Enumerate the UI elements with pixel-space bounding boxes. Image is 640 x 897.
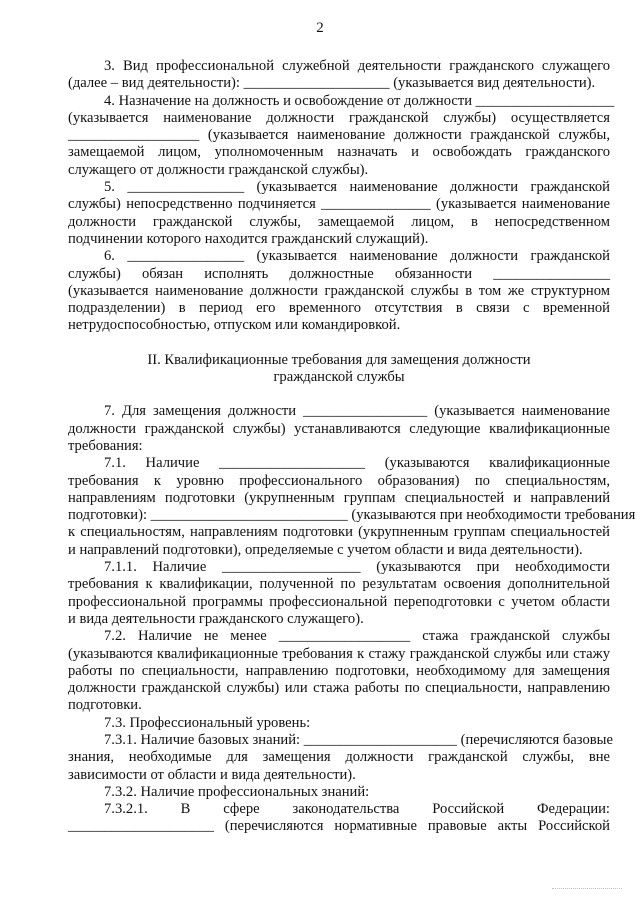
text-line: 7.1.1. Наличие ___________________ (указываются при необходимости	[104, 559, 610, 576]
text-line: 7.2. Наличие не менее __________________ стажа гражданской службы	[104, 628, 610, 645]
text-line: требования:	[68, 437, 143, 454]
page-number: 2	[316, 20, 324, 36]
text-line: 3. Вид профессиональной служебной деятельности гражданского служащего	[104, 58, 610, 74]
text-line: должности гражданской службы) или стажа работы по специальности, направлению	[68, 680, 610, 697]
text-line: подготовки): ___________________________ (указываются при необходимости требования	[68, 507, 636, 524]
text-line: требования к уровню профессионального образования) по специальностям,	[68, 472, 610, 489]
spacer	[68, 335, 610, 352]
text-line: подразделении) в период его временного отсутствия в связи с временной	[68, 300, 610, 317]
text-line: замещаемой лицом, уполномоченным назначать и освобождать гражданского	[68, 144, 610, 161]
text-line: 4. Назначение на должность и освобождение от должности ___________________	[104, 92, 615, 109]
text-line: (указывается наименование должности гражданской службы в том же структурном	[68, 282, 610, 299]
text-line: знания, необходимые для замещения должности гражданской службы, вне	[68, 749, 610, 766]
text-line: 5. ________________ (указывается наименование должности гражданской	[104, 179, 610, 196]
text-line: 7. Для замещения должности _________________ (указывается наименование	[104, 403, 610, 420]
text-line: 6. ________________ (указывается наименование должности гражданской	[104, 248, 610, 265]
text-line: службы) непосредственно подчиняется _______________ (указывается наименование	[68, 196, 610, 213]
text-line: 7.1. Наличие ____________________ (указываются квалификационные	[104, 455, 610, 472]
text-line: 7.3.2.1. В сфере законодательства Российской Федерации:	[104, 801, 610, 818]
text-line: подчинении которого находится гражданский служащий).	[68, 230, 429, 247]
text-line: служащего от должности гражданской службы).	[68, 161, 369, 178]
text-line: к специальностям, направлениям подготовки (укрупненным группам специальностей	[68, 524, 610, 541]
text-line: службы) обязан исполнять должностные обязанности ________________	[68, 265, 610, 282]
text-line: нетрудоспособностью, отпуском или командировкой.	[68, 317, 401, 334]
text-line: подготовки.	[68, 697, 142, 714]
document-body	[68, 58, 636, 836]
text-line: профессиональной программы профессиональной переподготовки с учетом области	[68, 593, 610, 610]
text-line: (указывается наименование должности гражданской службы) осуществляется	[68, 109, 610, 126]
scan-artifact	[552, 882, 622, 889]
text-line: направлениям подготовки (укрупненным группам специальностей и направлений	[68, 489, 610, 506]
text-line: 7.3. Профессиональный уровень:	[104, 714, 311, 731]
text-line: и вида деятельности гражданского служащего).	[68, 610, 364, 627]
spacer	[68, 386, 610, 403]
text-line: (далее – вид деятельности): ____________________ (указывается вид деятельности).	[68, 75, 596, 92]
text-line: и направлений подготовки), определяемые с учетом области и вида деятельности).	[68, 541, 583, 558]
text-line: должности гражданской службы, замещаемой лицом, в непосредственном	[68, 213, 610, 230]
text-line: работы по специальности, направлению подготовки, необходимому для замещения	[68, 662, 610, 679]
text-line: 7.3.2. Наличие профессиональных знаний:	[104, 783, 370, 800]
text-line: 7.3.1. Наличие базовых знаний: _____________________ (перечисляются базовые	[104, 731, 613, 748]
text-line: требования к квалификации, полученной по результатам освоения дополнительной	[68, 576, 610, 593]
section-heading-line: гражданской службы	[273, 369, 405, 386]
text-line: ____________________ (перечисляются нормативные правовые акты Российской	[68, 818, 610, 835]
text-line: зависимости от области и вида деятельности).	[68, 766, 356, 783]
section-heading-line: II. Квалификационные требования для замещения должности	[147, 351, 531, 368]
text-line: должности гражданской службы) устанавливаются следующие квалификационные	[68, 420, 610, 437]
text-line: __________________ (указывается наименование должности гражданской службы,	[68, 127, 610, 144]
text-line: (указываются квалификационные требования к стажу гражданской службы или стажу	[68, 645, 610, 662]
